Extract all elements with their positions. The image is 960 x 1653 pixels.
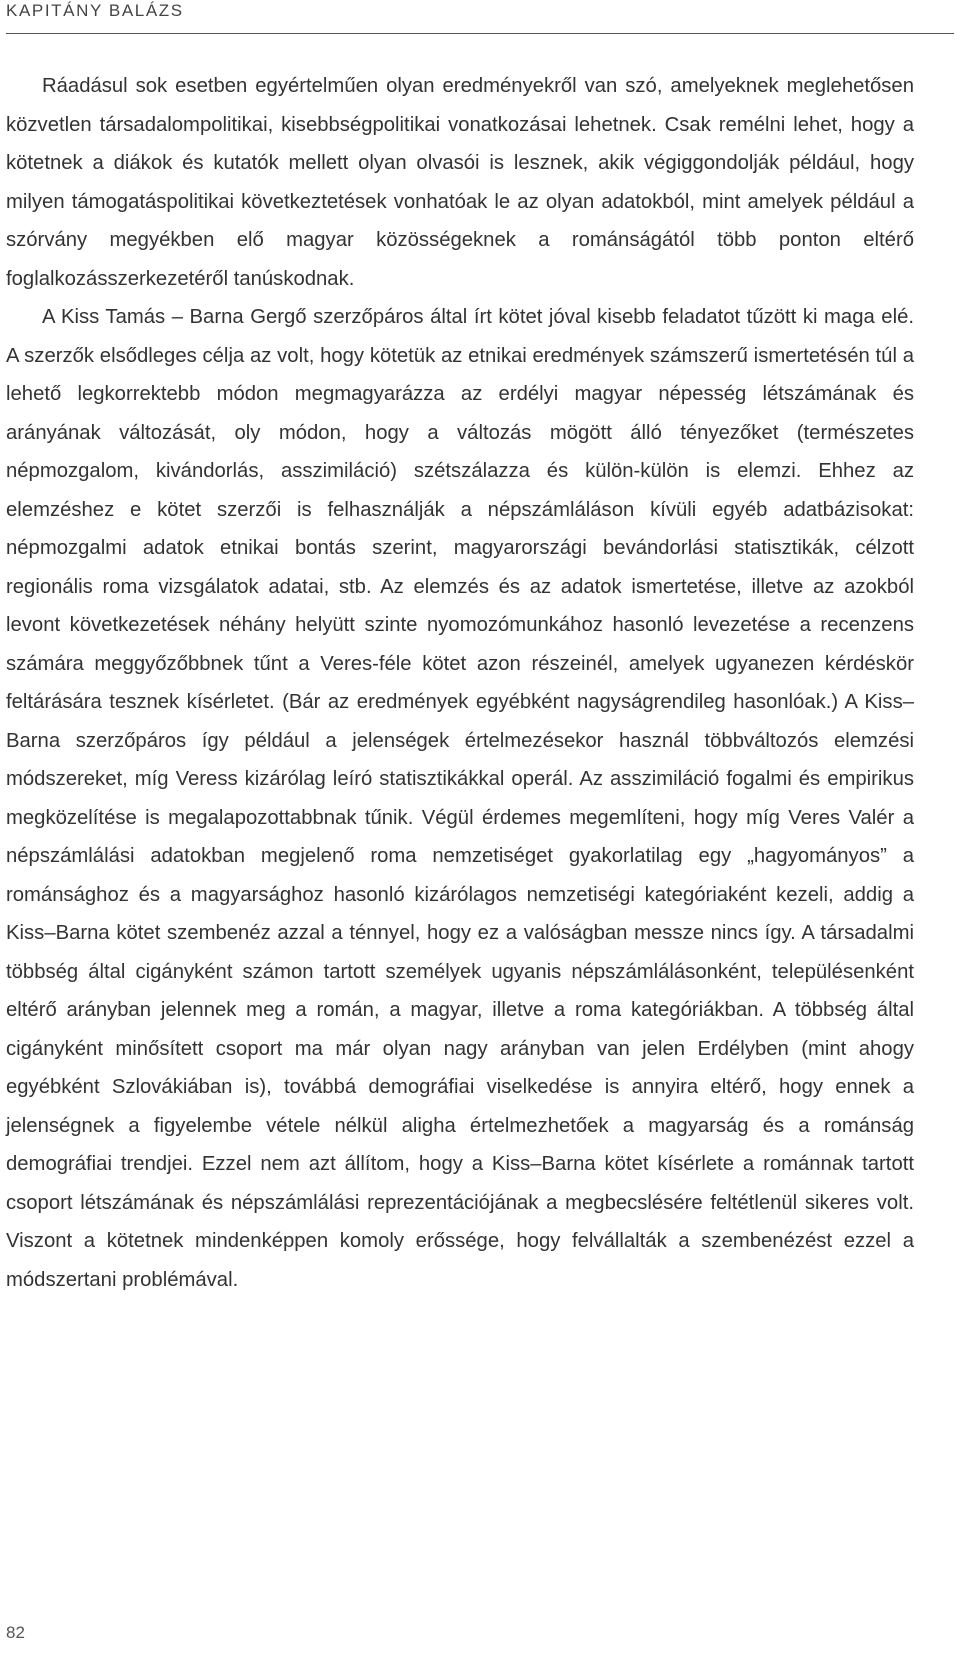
body-text <box>6 67 914 1299</box>
running-head: KAPITÁNY BALÁZS <box>6 1 184 20</box>
page-number: 82 <box>6 1623 25 1642</box>
paragraph-1: Ráadásul sok esetben egyértelműen olyan eredményekről van szó, amelyeknek meglehetősen közvetlen társadalompolitikai, kisebbségpolitikai vonatkozásai lehetnek. Csak remélni lehet, hogy a kötetnek a diákok és kutatók mellett olyan olvasói is lesznek, akik végiggondolják például, hogy milyen támogatáspolitikai következtetések vonhatóak le az olyan adatokból, mint amelyek például a szórvány megyékben elő magyar közösségeknek a románságától több ponton eltérő foglalkozásszerkezetéről tanúskodnak. <box>6 75 914 290</box>
paragraph-2: A Kiss Tamás – Barna Gergő szerzőpáros által írt kötet jóval kisebb feladatot tűzött ki maga elé. A szerzők elsődleges célja az volt, hogy kötetük az etnikai eredmények számszerű ismertetésén túl a lehető legkorrektebb módon megmagyarázza az erdélyi magyar népesség létszámának és arányának változását, oly módon, hogy a változás mögött álló tényezőket (természetes népmozgalom, kivándorlás, asszimiláció) szétszálazza és külön-külön is elemzi. Ehhez az elemzéshez e kötet szerzői is felhasználják a népszámláláson kívüli egyéb adatbázisokat: népmozgalmi adatok etnikai bontás szerint, magyarországi bevándorlási statisztikák, célzott regionális roma vizsgálatok adatai, stb. Az elemzés és az adatok ismertetése, illetve az azokból levont következetések néhány helyütt szinte nyomozómunkához hasonló levezetése a recenzens számára meggyőzőbbnek tűnt a Veres-féle kötet azon részeinél, amelyek ugyanezen kérdéskör feltárására tesznek kísérletet. (Bár az eredmények egyébként nagyságrendileg hasonlóak.) A Kiss–Barna szerzőpáros így például a jelenségek értelmezésekor használ többváltozós elemzési módszereket, míg Veress kizárólag leíró statisztikákkal operál. Az asszimiláció fogalmi és empirikus megközelítése is megalapozottabbnak tűnik. Végül érdemes megemlíteni, hogy míg Veres Valér a népszámlálási adatokban megjelenő roma nemzetiséget gyakorlatilag egy „hagyományos” a románsághoz és a magyarsághoz hasonló kizárólagos nemzetiségi kategóriaként kezeli, addig a Kiss–Barna kötet szembenéz azzal a ténnyel, hogy ez a valóságban messze nincs így. A társadalmi többség által cigányként számon tartott személyek ugyanis népszámlálásonként, településenként eltérő arányban jelennek meg a román, a magyar, illetve a roma kategóriákban. A többség által cigányként minősített csoport ma már olyan nagy arányban van jelen Erdélyben (mint ahogy egyébként Szlovákiában is), továbbá demográfiai viselkedése is annyira eltérő, hogy ennek a jelenségnek a figyelembe vétele nélkül aligha értelmezhetőek a magyarság és a románság demográfiai trendjei. Ezzel nem azt állítom, hogy a Kiss–Barna kötet kísérlete a románnak tartott csoport létszámának és népszámlálási reprezentációjának a megbecslésére feltétlenül sikeres volt. Viszont a kötetnek mindenképpen komoly erőssége, hogy felvállalták a szembenézést ezzel a módszertani problémával. <box>6 306 914 1291</box>
header-divider <box>6 33 954 34</box>
